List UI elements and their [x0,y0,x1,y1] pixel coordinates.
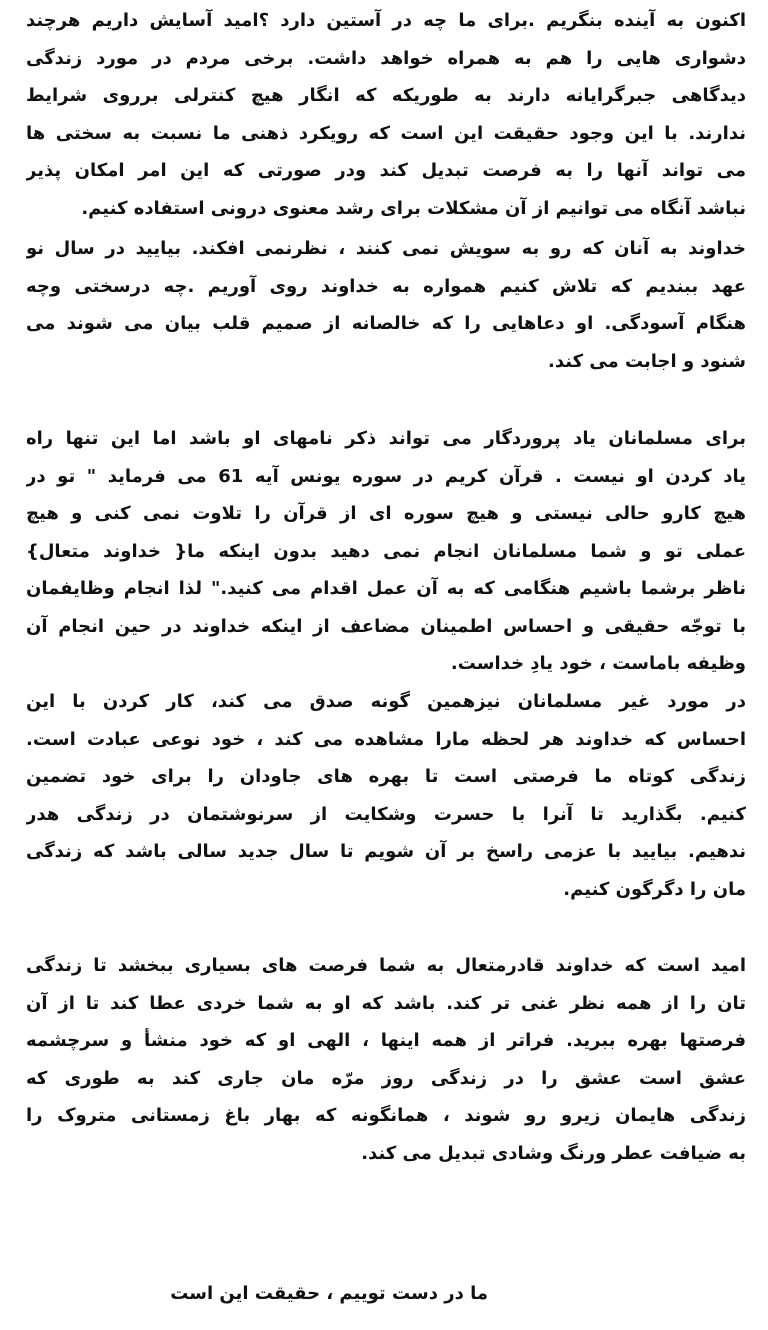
text-line: هنگام آسودگی. او دعاهایی را که خالصانه از صمیم قلب بیان می شوند می [26,313,746,334]
text-line: در مورد غیر مسلمانان نیزهمین گونه صدق می کند، کار کردن با این [26,691,746,712]
paragraph-1 [26,2,746,227]
text-line: ندارند. با این وجود حقیقت این است که رویکرد ذهنی ما نسبت به سختی ها [26,122,746,144]
text-line: مان را دگرگون کنیم. [563,878,746,900]
text-line: امید است که خداوند قادرمتعال به شما فرصت های بسیاری ببخشد تا زندگی [26,955,746,976]
text-line: خداوند به آنان که رو به سویش نمی کنند ، نظرنمی افکند. بیایید در سال نو [26,238,746,259]
text-line: یاد کردن او نیست . قرآن کریم در سوره یونس آیه 61 می فرماید " تو در [26,465,746,487]
text-line: با توجّه حقیقی و احساس اطمینان مضاعف از اینکه خداوند در حین انجام آن [26,615,746,637]
text-line: احساس که خداوند هر لحظه مارا مشاهده می کند ، خود نوعی عبادت است. [26,728,746,750]
text-line: برای مسلمانان یاد پروردگار می تواند ذکر نامهای او باشد اما این تنها راه [26,428,746,449]
text-line: تان را از همه نظر غنی تر کند. باشد که او به شما خردی عطا کند تا از آن [26,992,746,1014]
text-line: کنیم. بگذارید تا آنرا با حسرت وشکایت از سرنوشتمان در زندگی هدر [26,803,746,825]
text-line: عهد ببندیم که تلاش کنیم همواره به خداوند روی آوریم .چه درسختی وچه [26,275,746,297]
text-line: اکنون به آینده بنگریم .برای ما چه در آستین دارد ؟امید آسایش داریم هرچند [26,10,746,31]
paragraph-3 [26,420,746,683]
text-line: عملی تو و شما مسلمانان انجام نمی دهید بدون اینکه ما{ خداوند متعال} [26,540,746,562]
paragraph-2 [26,230,746,380]
text-line: وظیفه باماست ، خود یادِ خداست. [450,653,746,674]
text-line: فرصتها بهره ببرید. فراتر از همه اینها ، الهی او که خود منشأ و سرچشمه [26,1030,746,1051]
text-line: زندگی هایمان زیرو رو شوند ، همانگونه که بهار باغ زمستانی متروک را [26,1105,746,1126]
text-line: هیچ کارو حالی نیستی و هیچ سوره ای از قرآن را تلاوت نمی کنی و هیچ [26,503,746,524]
text-line: می تواند آنها را به فرصت تبدیل کند ودر صورتی که این امر امکان پذیر [26,160,746,181]
text-line: شنود و اجابت می کند. [548,350,746,372]
text-line: به ضیافت عطر ورنگ وشادی تبدیل می کند. [361,1142,746,1164]
text-line: عشق است عشق را در زندگی روز مرّه مان جاری کند به طوری که [26,1067,746,1089]
text-line: ناظر برشما باشیم هنگامی که به آن عمل اقدام می کنید." لذا انجام وظایفمان [26,578,746,599]
text-line: نباشد آنگاه می توانیم از آن مشکلات برای رشد معنوی درونی استفاده کنیم. [81,197,746,219]
text-line: زندگی کوتاه ما فرصتی است تا بهره های جاودان را برای خود تضمین [26,766,746,787]
closing-line: ما در دست توییم ، حقیقت این است [170,1283,488,1304]
text-line: ندهیم. بیایید با عزمی راسخ بر آن شویم تا سال جدید سالی باشد که زندگی [26,841,746,862]
text-line: دیدگاهی جبرگرایانه دارند به طوریکه که انگار هیچ کنترلی برروی شرایط [26,85,746,106]
text-line: دشواری هایی را هم به همراه خواهد داشت. برخی مردم در مورد زندگی [26,47,746,69]
paragraph-5 [26,947,746,1172]
paragraph-4 [26,683,746,908]
